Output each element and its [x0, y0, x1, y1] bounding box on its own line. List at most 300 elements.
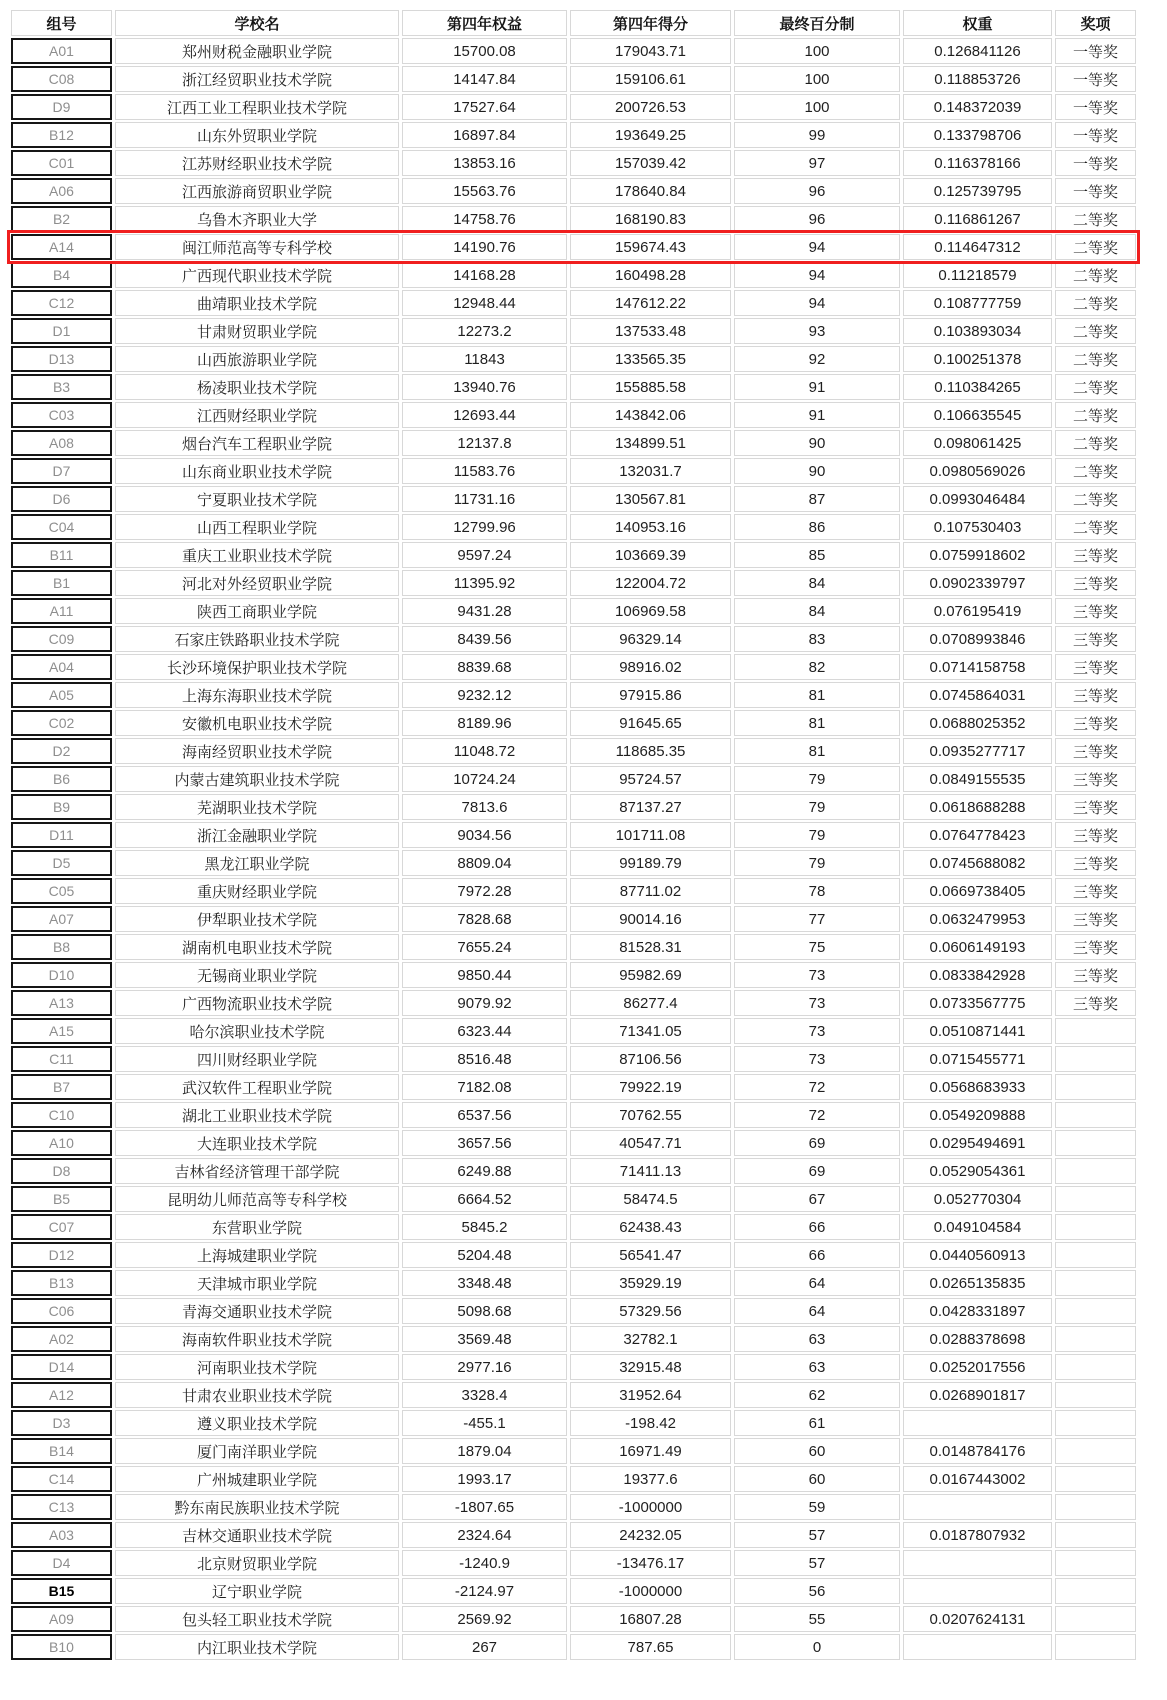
cell-score[interactable]: 99189.79 — [570, 850, 731, 876]
cell-score[interactable]: 132031.7 — [570, 458, 731, 484]
cell-school[interactable]: 青海交通职业技术学院 — [115, 1298, 399, 1324]
cell-award[interactable] — [1055, 1018, 1136, 1044]
cell-equity[interactable]: 14758.76 — [402, 206, 567, 232]
cell-school[interactable]: 甘肃财贸职业学院 — [115, 318, 399, 344]
cell-group[interactable]: D10 — [11, 962, 112, 988]
cell-score[interactable]: 32915.48 — [570, 1354, 731, 1380]
cell-group[interactable]: D14 — [11, 1354, 112, 1380]
cell-award[interactable]: 一等奖 — [1055, 94, 1136, 120]
cell-weight[interactable]: 0.11218579 — [903, 262, 1052, 288]
cell-percent[interactable]: 83 — [734, 626, 900, 652]
cell-percent[interactable]: 66 — [734, 1214, 900, 1240]
cell-weight[interactable]: 0.0618688288 — [903, 794, 1052, 820]
cell-group[interactable]: A02 — [11, 1326, 112, 1352]
cell-score[interactable]: 62438.43 — [570, 1214, 731, 1240]
cell-award[interactable]: 二等奖 — [1055, 402, 1136, 428]
cell-percent[interactable]: 91 — [734, 374, 900, 400]
cell-group[interactable]: A12 — [11, 1382, 112, 1408]
cell-award[interactable] — [1055, 1578, 1136, 1604]
cell-equity[interactable]: 16897.84 — [402, 122, 567, 148]
cell-weight[interactable]: 0.0632479953 — [903, 906, 1052, 932]
cell-percent[interactable]: 96 — [734, 206, 900, 232]
cell-weight[interactable]: 0.110384265 — [903, 374, 1052, 400]
cell-award[interactable]: 二等奖 — [1055, 374, 1136, 400]
cell-group[interactable]: B2 — [11, 206, 112, 232]
cell-score[interactable]: 118685.35 — [570, 738, 731, 764]
cell-percent[interactable]: 81 — [734, 710, 900, 736]
cell-equity[interactable]: 9034.56 — [402, 822, 567, 848]
cell-school[interactable]: 包头轻工职业技术学院 — [115, 1606, 399, 1632]
header-award[interactable]: 奖项 — [1055, 10, 1136, 36]
cell-equity[interactable]: 13940.76 — [402, 374, 567, 400]
cell-school[interactable]: 江西工业工程职业技术学院 — [115, 94, 399, 120]
cell-weight[interactable]: 0.0549209888 — [903, 1102, 1052, 1128]
cell-weight[interactable]: 0.0980569026 — [903, 458, 1052, 484]
cell-weight[interactable]: 0.098061425 — [903, 430, 1052, 456]
cell-school[interactable]: 河南职业技术学院 — [115, 1354, 399, 1380]
cell-equity[interactable]: 9232.12 — [402, 682, 567, 708]
header-fourth-year-score[interactable]: 第四年得分 — [570, 10, 731, 36]
cell-percent[interactable]: 64 — [734, 1270, 900, 1296]
cell-weight[interactable]: 0.0207624131 — [903, 1606, 1052, 1632]
cell-award[interactable] — [1055, 1634, 1136, 1660]
cell-score[interactable]: 35929.19 — [570, 1270, 731, 1296]
cell-group[interactable]: D11 — [11, 822, 112, 848]
cell-school[interactable]: 石家庄铁路职业技术学院 — [115, 626, 399, 652]
cell-school[interactable]: 无锡商业职业学院 — [115, 962, 399, 988]
cell-equity[interactable]: 14147.84 — [402, 66, 567, 92]
cell-group[interactable]: D1 — [11, 318, 112, 344]
cell-percent[interactable]: 55 — [734, 1606, 900, 1632]
cell-percent[interactable]: 77 — [734, 906, 900, 932]
cell-equity[interactable]: 5845.2 — [402, 1214, 567, 1240]
cell-group[interactable]: C10 — [11, 1102, 112, 1128]
cell-award[interactable]: 三等奖 — [1055, 542, 1136, 568]
cell-school[interactable]: 武汉软件工程职业学院 — [115, 1074, 399, 1100]
cell-score[interactable]: 58474.5 — [570, 1186, 731, 1212]
cell-score[interactable]: 130567.81 — [570, 486, 731, 512]
cell-equity[interactable]: 12799.96 — [402, 514, 567, 540]
cell-school[interactable]: 海南经贸职业技术学院 — [115, 738, 399, 764]
cell-score[interactable]: 159106.61 — [570, 66, 731, 92]
cell-percent[interactable]: 85 — [734, 542, 900, 568]
cell-score[interactable]: 19377.6 — [570, 1466, 731, 1492]
cell-score[interactable]: 193649.25 — [570, 122, 731, 148]
cell-equity[interactable]: 7813.6 — [402, 794, 567, 820]
cell-group[interactable]: C02 — [11, 710, 112, 736]
cell-school[interactable]: 内江职业技术学院 — [115, 1634, 399, 1660]
cell-equity[interactable]: 7655.24 — [402, 934, 567, 960]
cell-equity[interactable]: 9431.28 — [402, 598, 567, 624]
cell-weight[interactable]: 0.100251378 — [903, 346, 1052, 372]
cell-percent[interactable]: 73 — [734, 962, 900, 988]
cell-equity[interactable]: 6249.88 — [402, 1158, 567, 1184]
cell-group[interactable]: B8 — [11, 934, 112, 960]
cell-school[interactable]: 山东外贸职业学院 — [115, 122, 399, 148]
cell-score[interactable]: 103669.39 — [570, 542, 731, 568]
cell-percent[interactable]: 84 — [734, 570, 900, 596]
header-final-percent[interactable]: 最终百分制 — [734, 10, 900, 36]
cell-award[interactable] — [1055, 1102, 1136, 1128]
cell-score[interactable]: 143842.06 — [570, 402, 731, 428]
cell-score[interactable]: 157039.42 — [570, 150, 731, 176]
cell-weight[interactable]: 0.0428331897 — [903, 1298, 1052, 1324]
cell-score[interactable]: 71341.05 — [570, 1018, 731, 1044]
cell-score[interactable]: -1000000 — [570, 1494, 731, 1520]
cell-award[interactable]: 二等奖 — [1055, 486, 1136, 512]
cell-award[interactable] — [1055, 1466, 1136, 1492]
cell-school[interactable]: 河北对外经贸职业学院 — [115, 570, 399, 596]
cell-weight[interactable]: 0.0529054361 — [903, 1158, 1052, 1184]
cell-group[interactable]: B12 — [11, 122, 112, 148]
cell-award[interactable]: 三等奖 — [1055, 850, 1136, 876]
cell-school[interactable]: 湖北工业职业技术学院 — [115, 1102, 399, 1128]
cell-weight[interactable]: 0.0935277717 — [903, 738, 1052, 764]
cell-school[interactable]: 东营职业学院 — [115, 1214, 399, 1240]
cell-equity[interactable]: 3348.48 — [402, 1270, 567, 1296]
cell-percent[interactable]: 72 — [734, 1102, 900, 1128]
cell-award[interactable]: 三等奖 — [1055, 794, 1136, 820]
cell-score[interactable]: 98916.02 — [570, 654, 731, 680]
cell-award[interactable]: 三等奖 — [1055, 962, 1136, 988]
cell-weight[interactable]: 0.0764778423 — [903, 822, 1052, 848]
cell-group[interactable]: D7 — [11, 458, 112, 484]
cell-award[interactable]: 一等奖 — [1055, 38, 1136, 64]
cell-school[interactable]: 厦门南洋职业学院 — [115, 1438, 399, 1464]
cell-percent[interactable]: 60 — [734, 1438, 900, 1464]
cell-award[interactable]: 一等奖 — [1055, 178, 1136, 204]
cell-award[interactable]: 三等奖 — [1055, 738, 1136, 764]
cell-score[interactable]: -198.42 — [570, 1410, 731, 1436]
cell-award[interactable]: 二等奖 — [1055, 206, 1136, 232]
cell-equity[interactable]: -1807.65 — [402, 1494, 567, 1520]
cell-percent[interactable]: 94 — [734, 290, 900, 316]
cell-school[interactable]: 山西旅游职业学院 — [115, 346, 399, 372]
cell-equity[interactable]: 8189.96 — [402, 710, 567, 736]
cell-equity[interactable]: 7828.68 — [402, 906, 567, 932]
cell-award[interactable]: 一等奖 — [1055, 150, 1136, 176]
cell-equity[interactable]: 9079.92 — [402, 990, 567, 1016]
cell-school[interactable]: 广州城建职业学院 — [115, 1466, 399, 1492]
cell-equity[interactable]: 15563.76 — [402, 178, 567, 204]
cell-score[interactable]: 134899.51 — [570, 430, 731, 456]
cell-equity[interactable]: 17527.64 — [402, 94, 567, 120]
cell-equity[interactable]: 11048.72 — [402, 738, 567, 764]
cell-school[interactable]: 闽江师范高等专科学校 — [115, 234, 399, 260]
cell-group[interactable]: C08 — [11, 66, 112, 92]
cell-score[interactable]: 87711.02 — [570, 878, 731, 904]
cell-school[interactable]: 重庆财经职业学院 — [115, 878, 399, 904]
cell-equity[interactable]: 12693.44 — [402, 402, 567, 428]
cell-weight[interactable]: 0.0288378698 — [903, 1326, 1052, 1352]
cell-weight[interactable]: 0.114647312 — [903, 234, 1052, 260]
cell-award[interactable]: 二等奖 — [1055, 514, 1136, 540]
cell-award[interactable] — [1055, 1074, 1136, 1100]
cell-score[interactable]: 97915.86 — [570, 682, 731, 708]
cell-group[interactable]: B1 — [11, 570, 112, 596]
cell-group[interactable]: B3 — [11, 374, 112, 400]
cell-group[interactable]: A07 — [11, 906, 112, 932]
cell-award[interactable]: 二等奖 — [1055, 262, 1136, 288]
cell-score[interactable]: -1000000 — [570, 1578, 731, 1604]
cell-weight[interactable]: 0.126841126 — [903, 38, 1052, 64]
cell-equity[interactable]: 7182.08 — [402, 1074, 567, 1100]
cell-award[interactable]: 三等奖 — [1055, 710, 1136, 736]
cell-percent[interactable]: 57 — [734, 1550, 900, 1576]
cell-weight[interactable]: 0.118853726 — [903, 66, 1052, 92]
cell-equity[interactable]: -455.1 — [402, 1410, 567, 1436]
cell-percent[interactable]: 59 — [734, 1494, 900, 1520]
cell-award[interactable]: 三等奖 — [1055, 822, 1136, 848]
cell-weight[interactable]: 0.0148784176 — [903, 1438, 1052, 1464]
cell-score[interactable]: 70762.55 — [570, 1102, 731, 1128]
cell-group[interactable]: C01 — [11, 150, 112, 176]
cell-group[interactable]: C07 — [11, 1214, 112, 1240]
cell-award[interactable] — [1055, 1606, 1136, 1632]
cell-score[interactable]: 122004.72 — [570, 570, 731, 596]
cell-award[interactable] — [1055, 1270, 1136, 1296]
cell-award[interactable] — [1055, 1550, 1136, 1576]
cell-weight[interactable]: 0.0714158758 — [903, 654, 1052, 680]
cell-group[interactable]: A01 — [11, 38, 112, 64]
cell-equity[interactable]: 7972.28 — [402, 878, 567, 904]
cell-percent[interactable]: 96 — [734, 178, 900, 204]
cell-award[interactable] — [1055, 1382, 1136, 1408]
cell-equity[interactable]: 9850.44 — [402, 962, 567, 988]
cell-weight[interactable]: 0.125739795 — [903, 178, 1052, 204]
cell-percent[interactable]: 73 — [734, 1046, 900, 1072]
cell-score[interactable]: 16971.49 — [570, 1438, 731, 1464]
cell-award[interactable]: 三等奖 — [1055, 766, 1136, 792]
cell-school[interactable]: 杨凌职业技术学院 — [115, 374, 399, 400]
cell-equity[interactable]: 5098.68 — [402, 1298, 567, 1324]
cell-percent[interactable]: 79 — [734, 850, 900, 876]
cell-group[interactable]: D4 — [11, 1550, 112, 1576]
cell-weight[interactable]: 0.108777759 — [903, 290, 1052, 316]
cell-school[interactable]: 黑龙江职业学院 — [115, 850, 399, 876]
cell-group[interactable]: A13 — [11, 990, 112, 1016]
cell-award[interactable]: 三等奖 — [1055, 570, 1136, 596]
cell-score[interactable]: 106969.58 — [570, 598, 731, 624]
cell-school[interactable]: 上海东海职业技术学院 — [115, 682, 399, 708]
cell-percent[interactable]: 75 — [734, 934, 900, 960]
cell-school[interactable]: 山西工程职业学院 — [115, 514, 399, 540]
cell-percent[interactable]: 69 — [734, 1130, 900, 1156]
cell-group[interactable]: B13 — [11, 1270, 112, 1296]
cell-group[interactable]: B11 — [11, 542, 112, 568]
cell-weight[interactable]: 0.0510871441 — [903, 1018, 1052, 1044]
cell-school[interactable]: 乌鲁木齐职业大学 — [115, 206, 399, 232]
cell-group[interactable]: B14 — [11, 1438, 112, 1464]
cell-award[interactable]: 三等奖 — [1055, 626, 1136, 652]
cell-equity[interactable]: 13853.16 — [402, 150, 567, 176]
cell-school[interactable]: 陕西工商职业学院 — [115, 598, 399, 624]
cell-group[interactable]: B10 — [11, 1634, 112, 1660]
cell-score[interactable]: 200726.53 — [570, 94, 731, 120]
cell-percent[interactable]: 63 — [734, 1326, 900, 1352]
cell-equity[interactable]: 11731.16 — [402, 486, 567, 512]
cell-school[interactable]: 宁夏职业技术学院 — [115, 486, 399, 512]
cell-award[interactable]: 三等奖 — [1055, 682, 1136, 708]
cell-award[interactable]: 三等奖 — [1055, 598, 1136, 624]
cell-award[interactable] — [1055, 1158, 1136, 1184]
cell-weight[interactable]: 0.0265135835 — [903, 1270, 1052, 1296]
cell-score[interactable]: 90014.16 — [570, 906, 731, 932]
cell-group[interactable]: D3 — [11, 1410, 112, 1436]
cell-weight[interactable]: 0.0252017556 — [903, 1354, 1052, 1380]
cell-percent[interactable]: 62 — [734, 1382, 900, 1408]
cell-group[interactable]: B5 — [11, 1186, 112, 1212]
cell-percent[interactable]: 94 — [734, 262, 900, 288]
cell-equity[interactable]: 8439.56 — [402, 626, 567, 652]
cell-score[interactable]: 79922.19 — [570, 1074, 731, 1100]
cell-score[interactable]: 159674.43 — [570, 234, 731, 260]
cell-weight[interactable]: 0.116378166 — [903, 150, 1052, 176]
cell-weight[interactable]: 0.0993046484 — [903, 486, 1052, 512]
cell-school[interactable]: 芜湖职业技术学院 — [115, 794, 399, 820]
cell-award[interactable] — [1055, 1130, 1136, 1156]
cell-score[interactable]: 81528.31 — [570, 934, 731, 960]
cell-group[interactable]: C11 — [11, 1046, 112, 1072]
cell-school[interactable]: 江西财经职业学院 — [115, 402, 399, 428]
header-weight[interactable]: 权重 — [903, 10, 1052, 36]
cell-group[interactable]: D2 — [11, 738, 112, 764]
cell-percent[interactable]: 57 — [734, 1522, 900, 1548]
cell-weight[interactable]: 0.0268901817 — [903, 1382, 1052, 1408]
cell-group[interactable]: A14 — [11, 234, 112, 260]
cell-percent[interactable]: 94 — [734, 234, 900, 260]
cell-weight[interactable]: 0.106635545 — [903, 402, 1052, 428]
cell-school[interactable]: 昆明幼儿师范高等专科学校 — [115, 1186, 399, 1212]
cell-percent[interactable]: 90 — [734, 430, 900, 456]
cell-award[interactable] — [1055, 1186, 1136, 1212]
cell-score[interactable]: 137533.48 — [570, 318, 731, 344]
cell-equity[interactable]: 1993.17 — [402, 1466, 567, 1492]
cell-award[interactable]: 二等奖 — [1055, 458, 1136, 484]
cell-equity[interactable]: 6323.44 — [402, 1018, 567, 1044]
cell-percent[interactable]: 73 — [734, 990, 900, 1016]
cell-score[interactable]: 86277.4 — [570, 990, 731, 1016]
cell-school[interactable]: 湖南机电职业技术学院 — [115, 934, 399, 960]
cell-weight[interactable]: 0.0688025352 — [903, 710, 1052, 736]
cell-award[interactable]: 一等奖 — [1055, 122, 1136, 148]
cell-score[interactable]: 40547.71 — [570, 1130, 731, 1156]
cell-award[interactable] — [1055, 1494, 1136, 1520]
cell-weight[interactable]: 0.0669738405 — [903, 878, 1052, 904]
cell-percent[interactable]: 99 — [734, 122, 900, 148]
header-school[interactable]: 学校名 — [115, 10, 399, 36]
cell-weight[interactable] — [903, 1578, 1052, 1604]
cell-equity[interactable]: 5204.48 — [402, 1242, 567, 1268]
cell-percent[interactable]: 63 — [734, 1354, 900, 1380]
cell-school[interactable]: 伊犁职业技术学院 — [115, 906, 399, 932]
cell-weight[interactable]: 0.052770304 — [903, 1186, 1052, 1212]
cell-school[interactable]: 浙江经贸职业技术学院 — [115, 66, 399, 92]
cell-equity[interactable]: 14168.28 — [402, 262, 567, 288]
cell-group[interactable]: D13 — [11, 346, 112, 372]
cell-group[interactable]: A06 — [11, 178, 112, 204]
cell-score[interactable]: 787.65 — [570, 1634, 731, 1660]
cell-equity[interactable]: 8809.04 — [402, 850, 567, 876]
cell-school[interactable]: 北京财贸职业学院 — [115, 1550, 399, 1576]
cell-group[interactable]: A09 — [11, 1606, 112, 1632]
cell-award[interactable]: 三等奖 — [1055, 934, 1136, 960]
cell-school[interactable]: 天津城市职业学院 — [115, 1270, 399, 1296]
cell-weight[interactable]: 0.0167443002 — [903, 1466, 1052, 1492]
cell-weight[interactable]: 0.0715455771 — [903, 1046, 1052, 1072]
cell-score[interactable]: 95724.57 — [570, 766, 731, 792]
cell-school[interactable]: 山东商业职业技术学院 — [115, 458, 399, 484]
cell-school[interactable]: 内蒙古建筑职业技术学院 — [115, 766, 399, 792]
cell-award[interactable] — [1055, 1242, 1136, 1268]
cell-school[interactable]: 江苏财经职业技术学院 — [115, 150, 399, 176]
cell-weight[interactable]: 0.0187807932 — [903, 1522, 1052, 1548]
cell-group[interactable]: C06 — [11, 1298, 112, 1324]
cell-school[interactable]: 浙江金融职业学院 — [115, 822, 399, 848]
cell-score[interactable]: 95982.69 — [570, 962, 731, 988]
cell-equity[interactable]: 8839.68 — [402, 654, 567, 680]
cell-equity[interactable]: 10724.24 — [402, 766, 567, 792]
cell-group[interactable]: C09 — [11, 626, 112, 652]
cell-group[interactable]: C14 — [11, 1466, 112, 1492]
cell-weight[interactable]: 0.0759918602 — [903, 542, 1052, 568]
cell-percent[interactable]: 0 — [734, 1634, 900, 1660]
cell-percent[interactable]: 97 — [734, 150, 900, 176]
cell-group[interactable]: C04 — [11, 514, 112, 540]
cell-award[interactable] — [1055, 1046, 1136, 1072]
cell-award[interactable]: 一等奖 — [1055, 66, 1136, 92]
cell-school[interactable]: 哈尔滨职业技术学院 — [115, 1018, 399, 1044]
cell-equity[interactable]: 14190.76 — [402, 234, 567, 260]
cell-score[interactable]: 56541.47 — [570, 1242, 731, 1268]
cell-group[interactable]: C12 — [11, 290, 112, 316]
cell-weight[interactable]: 0.0708993846 — [903, 626, 1052, 652]
cell-score[interactable]: 140953.16 — [570, 514, 731, 540]
cell-weight[interactable]: 0.133798706 — [903, 122, 1052, 148]
cell-group[interactable]: B9 — [11, 794, 112, 820]
cell-weight[interactable]: 0.0833842928 — [903, 962, 1052, 988]
cell-weight[interactable] — [903, 1410, 1052, 1436]
cell-weight[interactable]: 0.116861267 — [903, 206, 1052, 232]
cell-award[interactable] — [1055, 1214, 1136, 1240]
cell-group[interactable]: B4 — [11, 262, 112, 288]
cell-percent[interactable]: 86 — [734, 514, 900, 540]
cell-school[interactable]: 大连职业技术学院 — [115, 1130, 399, 1156]
cell-equity[interactable]: 267 — [402, 1634, 567, 1660]
cell-score[interactable]: 31952.64 — [570, 1382, 731, 1408]
cell-percent[interactable]: 81 — [734, 738, 900, 764]
cell-weight[interactable] — [903, 1494, 1052, 1520]
cell-school[interactable]: 江西旅游商贸职业学院 — [115, 178, 399, 204]
cell-equity[interactable]: 15700.08 — [402, 38, 567, 64]
cell-school[interactable]: 安徽机电职业技术学院 — [115, 710, 399, 736]
cell-award[interactable] — [1055, 1298, 1136, 1324]
cell-school[interactable]: 郑州财税金融职业学院 — [115, 38, 399, 64]
cell-score[interactable]: 24232.05 — [570, 1522, 731, 1548]
cell-weight[interactable]: 0.0606149193 — [903, 934, 1052, 960]
cell-group[interactable]: D6 — [11, 486, 112, 512]
cell-percent[interactable]: 67 — [734, 1186, 900, 1212]
cell-equity[interactable]: 3569.48 — [402, 1326, 567, 1352]
cell-equity[interactable]: -2124.97 — [402, 1578, 567, 1604]
cell-score[interactable]: 96329.14 — [570, 626, 731, 652]
cell-school[interactable]: 上海城建职业学院 — [115, 1242, 399, 1268]
cell-equity[interactable]: 11843 — [402, 346, 567, 372]
cell-percent[interactable]: 81 — [734, 682, 900, 708]
cell-weight[interactable]: 0.076195419 — [903, 598, 1052, 624]
cell-school[interactable]: 辽宁职业学院 — [115, 1578, 399, 1604]
cell-weight[interactable]: 0.0902339797 — [903, 570, 1052, 596]
